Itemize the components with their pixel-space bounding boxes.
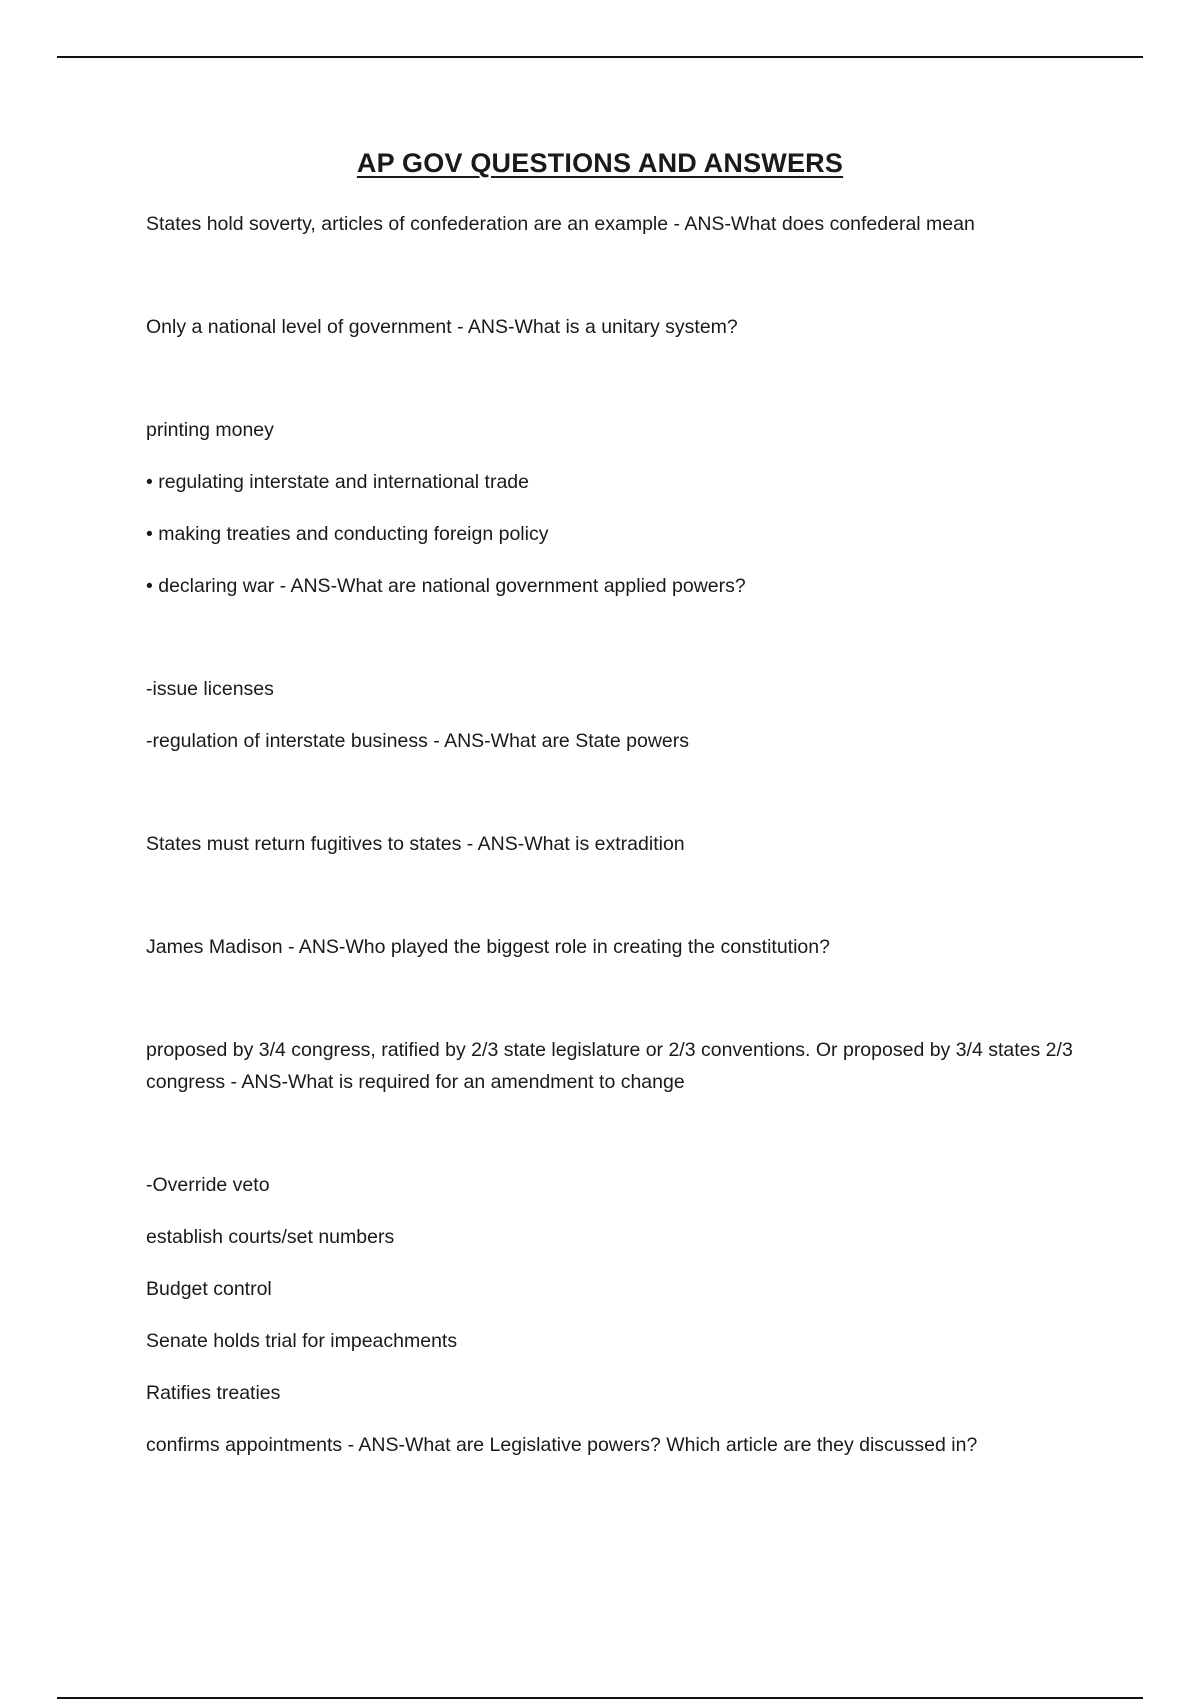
top-rule [57, 56, 1143, 58]
qa-line: -regulation of interstate business - ANS-What are State powers [146, 730, 690, 752]
qa-line: -Override veto [146, 1174, 270, 1196]
qa-line: States must return fugitives to states - ANS-What is extradition [146, 833, 685, 855]
qa-line: Only a national level of government - ANS-What is a unitary system? [146, 316, 738, 338]
qa-line: States hold soverty, articles of confederation are an example - ANS-What does confederal mean [146, 213, 975, 235]
qa-line: Senate holds trial for impeachments [146, 1330, 458, 1352]
qa-line: printing money [146, 419, 274, 441]
document-title: AP GOV QUESTIONS AND ANSWERS [356, 148, 844, 178]
qa-line: • making treaties and conducting foreign policy [146, 523, 549, 545]
qa-line: proposed by 3/4 congress, ratified by 2/3 state legislature or 2/3 conventions. Or proposed by 3/4 states 2/3 congress - ANS-What is required for an amendment to change [146, 1039, 1073, 1093]
bottom-rule [57, 1697, 1143, 1699]
qa-line: James Madison - ANS-Who played the biggest role in creating the constitution? [146, 936, 830, 958]
qa-line: • declaring war - ANS-What are national government applied powers? [146, 575, 746, 597]
qa-line: Ratifies treaties [146, 1382, 281, 1404]
qa-line: -issue licenses [146, 678, 274, 700]
qa-line: Budget control [146, 1278, 272, 1300]
qa-line: establish courts/set numbers [146, 1226, 395, 1248]
qa-line: • regulating interstate and international trade [146, 471, 529, 493]
document-body [146, 208, 1092, 1461]
qa-line: confirms appointments - ANS-What are Legislative powers? Which article are they discussed in? [146, 1434, 978, 1456]
